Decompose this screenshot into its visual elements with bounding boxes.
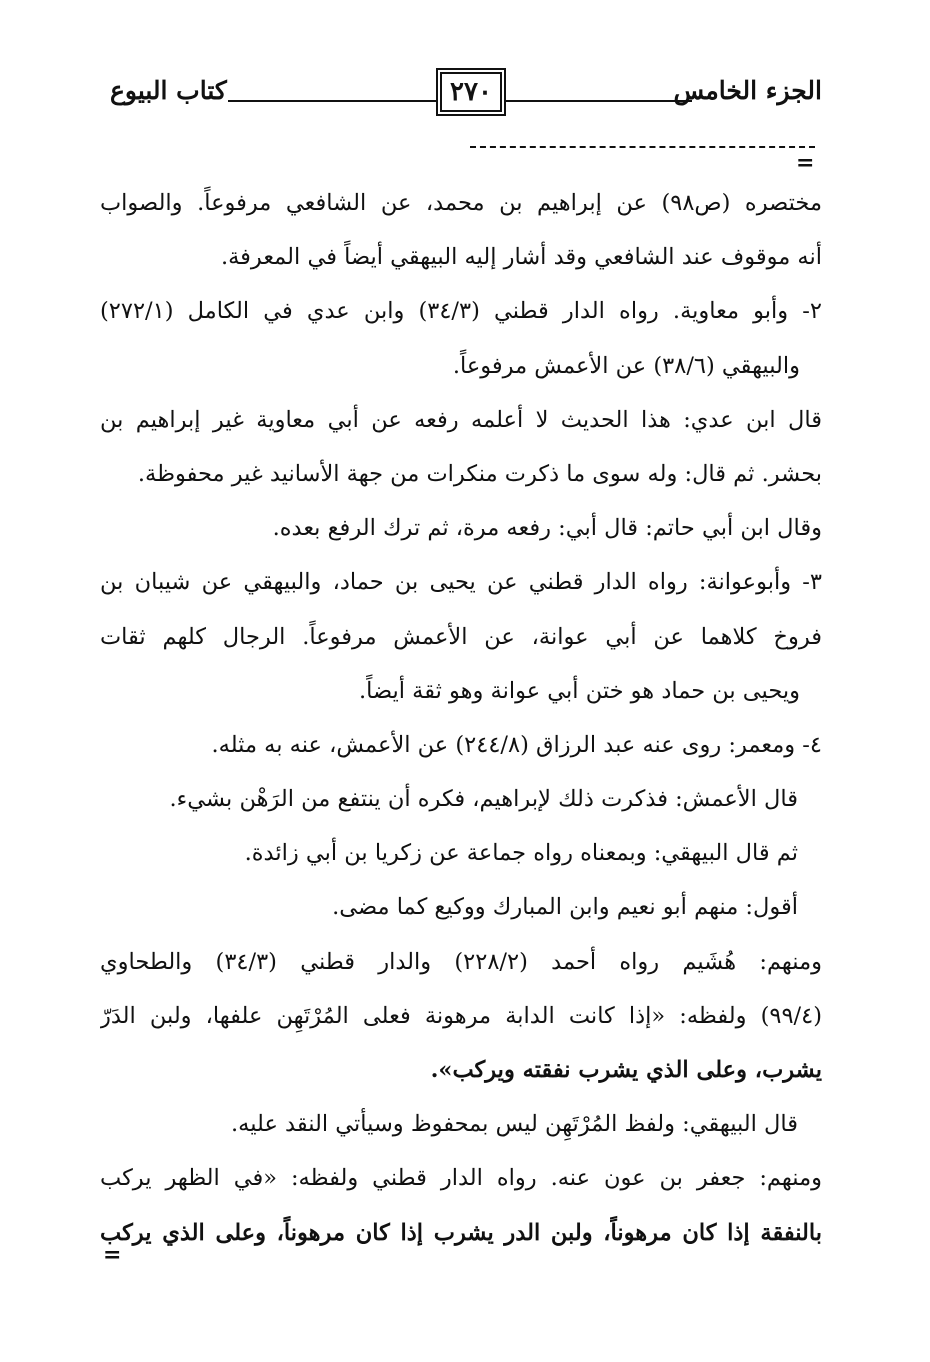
- text-line: وقال ابن أبي حاتم: قال أبي: رفعه مرة، ثم ترك الرفع بعده.: [272, 515, 822, 542]
- text-line: مختصره (ص٩٨) عن إبراهيم بن محمد، عن الشافعي مرفوعاً. والصواب: [100, 190, 822, 216]
- text-line: ومنهم: جعفر بن عون عنه. رواه الدار قطني ولفظه: «في الظهر يركب: [100, 1165, 822, 1192]
- text-line: فروخ كلاهما عن أبي عوانة، عن الأعمش مرفوعاً. الرجال كلهم ثقات: [100, 623, 822, 650]
- text-line: ثم قال البيهقي: وبمعناه رواه جماعة عن زكريا بن أبي زائدة.: [244, 840, 798, 867]
- continuation-mark-top: =: [796, 150, 815, 176]
- text-line: يشرب، وعلى الذي يشرب نفقته ويركب».: [430, 1057, 822, 1083]
- text-line: قال البيهقي: ولفظ المُرْتَهِن ليس بمحفوظ وسيأتي النقد عليه.: [231, 1111, 798, 1138]
- text-line: ومنهم: هُشَيم رواه أحمد (٢٢٨/٢) والدار قطني (٣٤/٣) والطحاوي: [100, 948, 822, 975]
- page-body: [100, 176, 822, 1260]
- text-line: ويحيى بن حماد هو ختن أبي عوانة وهو ثقة أيضاً.: [358, 677, 800, 704]
- continuation-rule: [470, 146, 815, 148]
- text-line: قال ابن عدي: هذا الحديث لا أعلمه رفعه عن أبي معاوية غير إبراهيم بن: [100, 406, 822, 433]
- text-line: ٢- وأبو معاوية. رواه الدار قطني (٣٤/٣) وابن عدي في الكامل (٢٧٢/١): [100, 298, 822, 325]
- text-line: ٤- ومعمر: روى عنه عبد الرزاق (٢٤٤/٨) عن الأعمش، عنه به مثله.: [211, 731, 822, 758]
- text-line: أقول: منهم أبو نعيم وابن المبارك ووكيع كما مضى.: [332, 894, 798, 921]
- page-number: ٢٧٠: [440, 72, 502, 112]
- text-line: (٩٩/٤) ولفظه: «إذا كانت الدابة مرهونة فعلى المُرْتَهِن علفها، ولبن الدَرّ: [100, 1002, 822, 1029]
- text-line: قال الأعمش: فذكرت ذلك لإبراهيم، فكره أن ينتفع من الرَهْن بشيء.: [169, 786, 798, 813]
- text-line: بحشر. ثم قال: وله سوى ما ذكرت منكرات من جهة الأسانيد غير محفوظة.: [137, 460, 822, 487]
- continuation-mark-bottom: =: [103, 1242, 122, 1268]
- volume-label: الجزء الخامس: [673, 76, 822, 105]
- text-line: ٣- وأبوعوانة: رواه الدار قطني عن يحيى بن حماد، والبيهقي عن شيبان بن: [100, 569, 822, 596]
- text-line: بالنفقة إذا كان مرهوناً، ولبن الدر يشرب إذا كان مرهوناً، وعلى الذي يركب: [100, 1219, 822, 1246]
- text-line: أنه موقوف عند الشافعي وقد أشار إليه البيهقي أيضاً في المعرفة.: [220, 244, 822, 271]
- book-title: كتاب البيوع: [110, 76, 227, 105]
- running-header: [100, 70, 830, 118]
- header-rule-right: [502, 100, 692, 102]
- header-rule-left: [228, 100, 438, 102]
- text-line: والبيهقي (٣٨/٦) عن الأعمش مرفوعاً.: [452, 352, 800, 379]
